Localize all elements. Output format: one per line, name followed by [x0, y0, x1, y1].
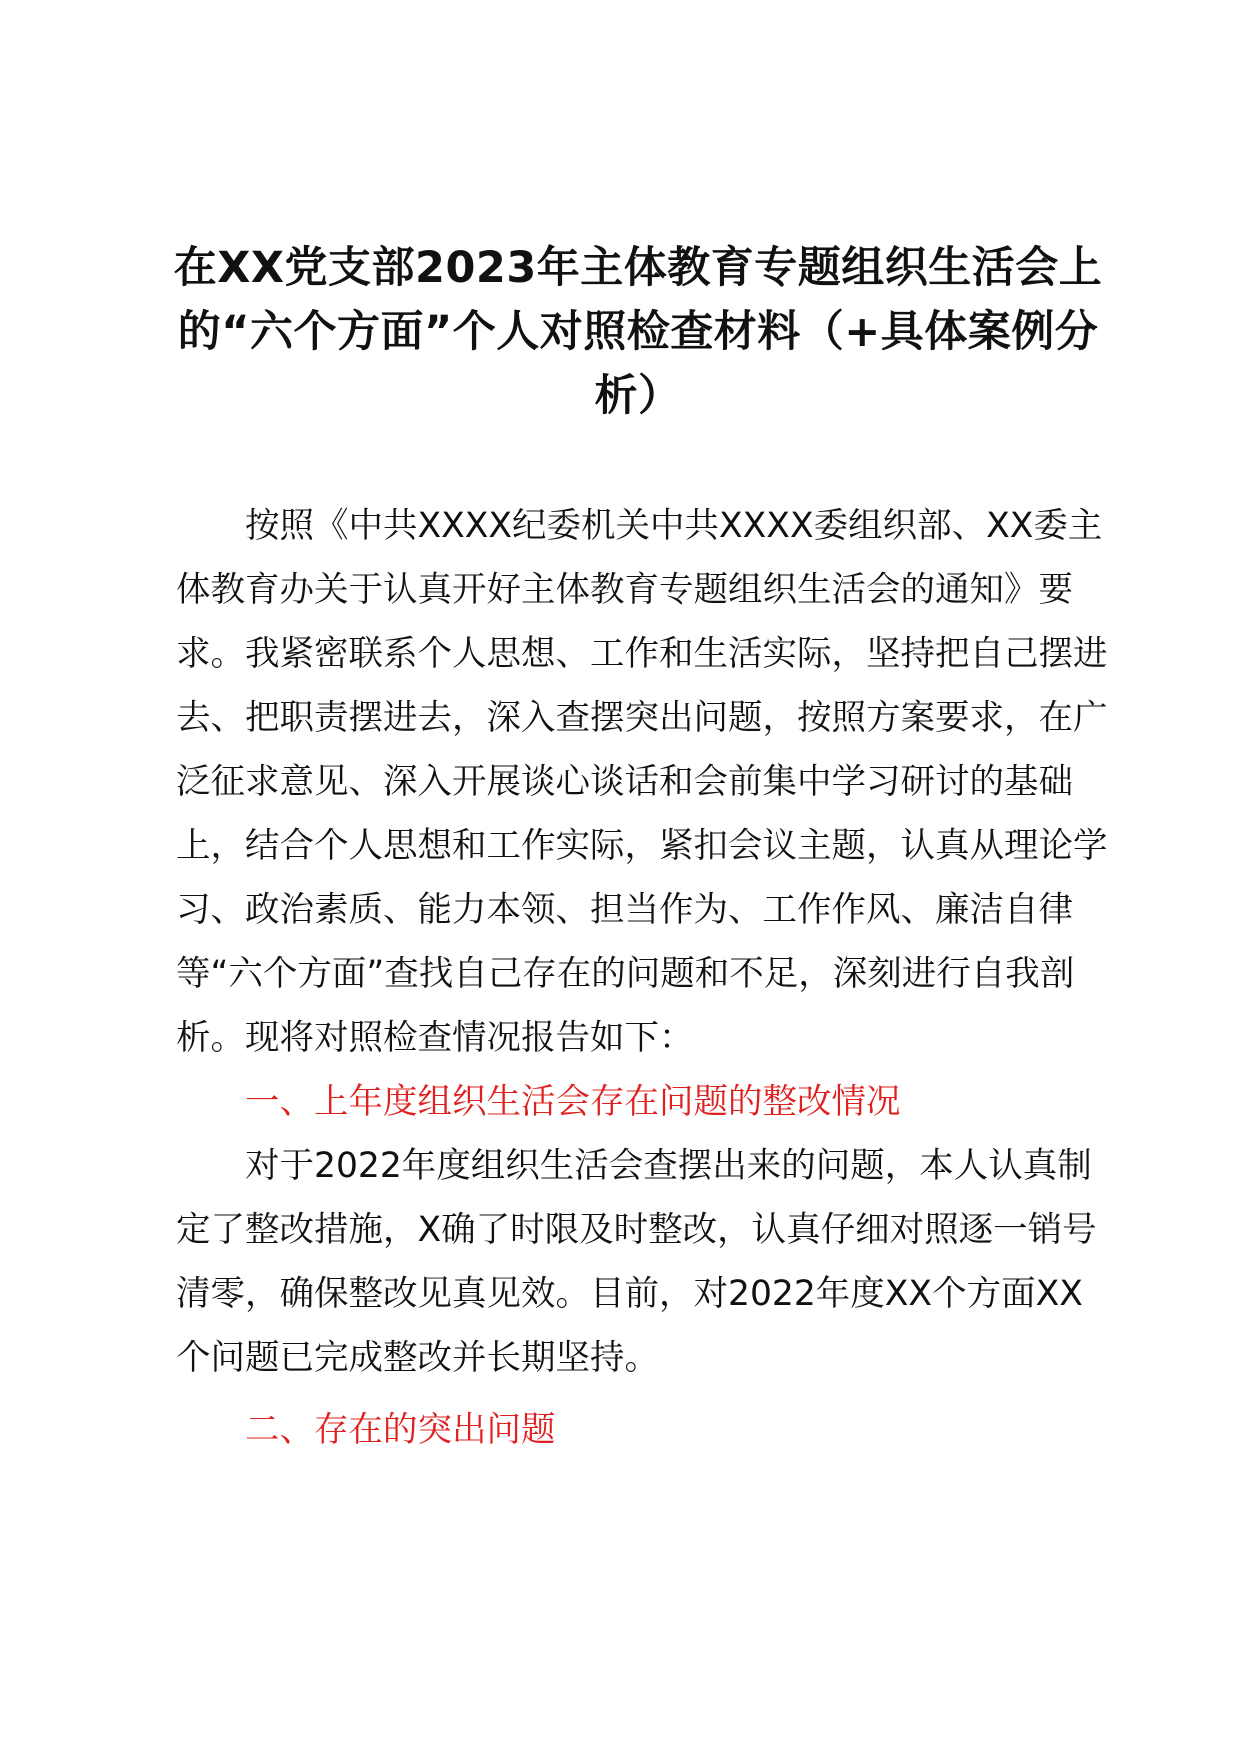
spacer: [176, 1390, 1111, 1398]
section-heading-2: 二、存在的突出问题: [245, 1410, 556, 1450]
document-title: 在XX党支部2023年主体教育专题组织生活会上的“六个方面”个人对照检查材料（+具体案例分析）: [173, 243, 1103, 421]
section-heading-1: 一、上年度组织生活会存在问题的整改情况: [245, 1082, 901, 1122]
intro-paragraph: 按照《中共XXXX纪委机关中共XXXX委组织部、XX委主体教育办关于认真开好主体教育专题组织生活会的通知》要求。我紧密联系个人思想、工作和生活实际，坚持把自己摆进去、把职责摆进去，深入查摆突出问题，按照方案要求，在广泛征求意见、深入开展谈心谈话和会前集中学习研讨的基础上，结合个人思想和工作实际，紧扣会议主题，认真从理论学习、政治素质、能力本领、担当作为、工作作风、廉洁自律等“六个方面”查找自己存在的问题和不足，深刻进行自我剖析。现将对照检查情况报告如下：: [176, 506, 1108, 1058]
rectification-paragraph: 对于2022年度组织生活会查摆出来的问题，本人认真制定了整改措施，X确了时限及时整改，认真仔细对照逐一销号清零，确保整改见真见效。目前，对2022年度XX个方面XX个问题已完成整改并长期坚持。: [176, 1146, 1097, 1378]
document-body: [176, 494, 1111, 1462]
